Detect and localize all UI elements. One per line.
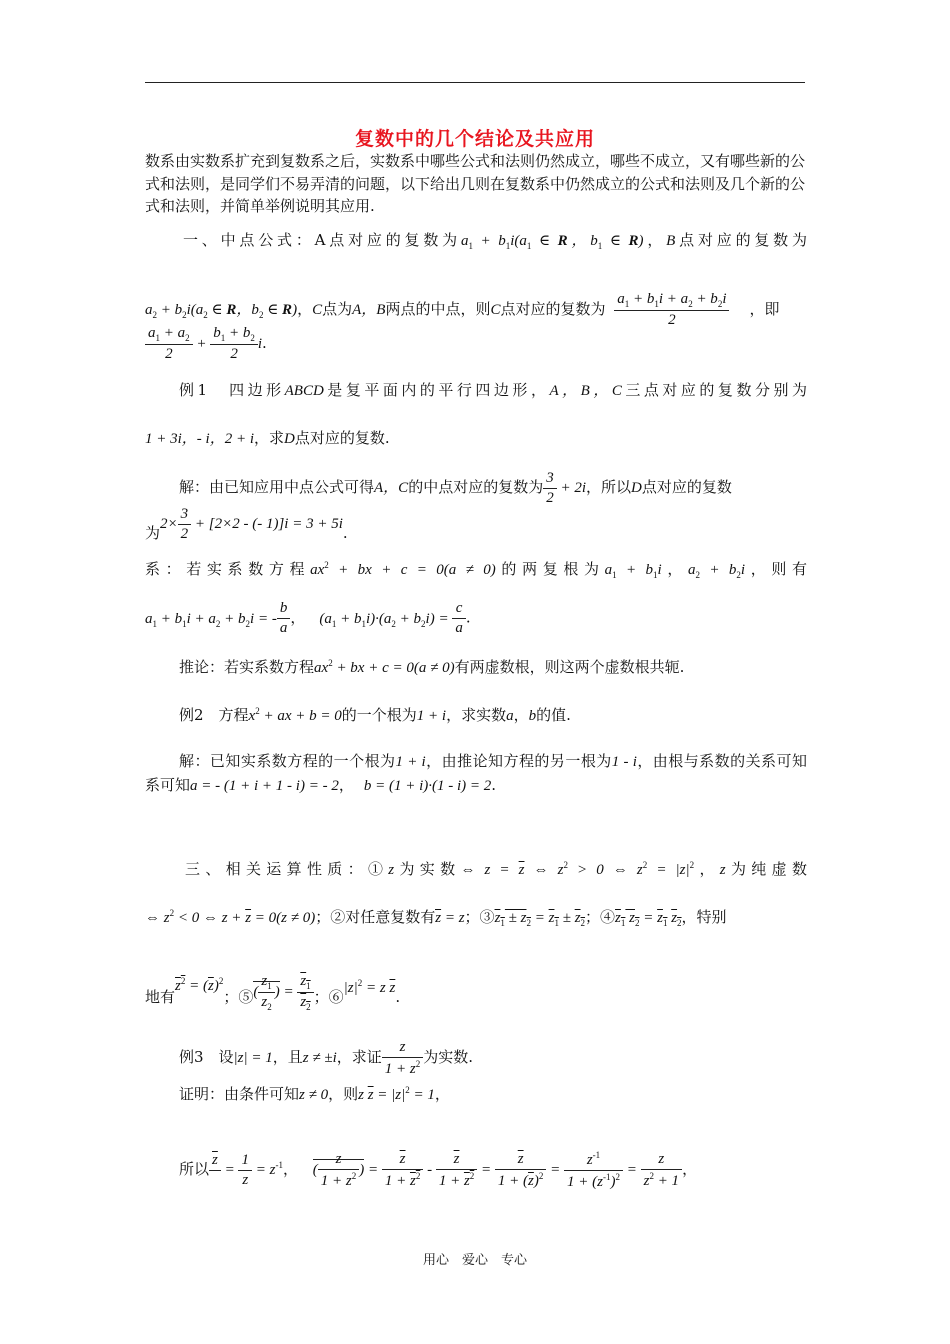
s3-line1: 三、相关运算性质：①z为实数⇔ $z = \overline{z}$ ⇔ $z^2 > 0$ ⇔ $z^2 = |z|^2$，z为纯虚数 (185, 860, 807, 878)
s3-line3: 地有$z^2 = (\overline{z})^2$；⑤( $\frac{z_1}{z_2}$ ) = $\frac{z_1}{z_2}$ ；$⑥|z|^2 = z$ $\overline{z}$. (145, 972, 401, 1013)
ex3-proof-line: 证明：由条件可知z ≠ 0，则z $\overline{z} = |z|^2 = 1$， (179, 1085, 450, 1103)
ex1-line3: 解：由已知应用中点公式可得A，C的中点对应的复数为 $\frac{3}{2}$ + 2i，所以D点对应的复数 (179, 469, 732, 506)
ex1-line1: 例1 四边形ABCD是复平面内的平行四边形，A，B，C三点对应的复数分别为 (179, 381, 807, 399)
s2-line2: $a_1 + b_1i + a_2 + b_2i$ = - $\frac{b}{a}$ ， $(a_1 + b_1i)\cdot(a_2 + b_2i)$ = $\frac{c}{a}$ . (145, 600, 471, 636)
ex3-conclusion-line: 所以 $\overline{z}$ = $\frac{1}{z}$ = $z^{-1}$， ( $\frac{z}{1 + z^2}$ ) = $\frac{\overline{z}}{1 + z^2}$ - $\frac{\overline{z}}{1 + z^2}$ = $\frac{\overline{z}}{1 + (\overline{z})^2}$ = $\frac{z^{-1}}{1 + (z^{-1})^2}$ = $\frac{z}{z^2 + 1}$ ， (179, 1149, 698, 1190)
s2-inference: 推论：若实系数方程$ax^2$ + bx + c = 0(a ≠ 0)有两虚数根，则这两个虚数根共轭. (179, 658, 685, 676)
s1-line2: $a_2 + b_2i(a_2$ ∈ R，$b_2$ ∈ R)，C点为A，B两点的中点，则C点对应的复数为 $\frac{a_1 + b_1i + a_2 + b_2i}{2}$ ，即 (145, 291, 780, 328)
s3-line2: ⇔ $z^2 < 0$ ⇔ $z + \overline{z} = 0(z \ne 0)$；②对任意复数有$\overline{z} = z$；$③z_1 \pm z_2 = z_1 \pm z_2$；$④z_1$ $z_2 = z_1$ $z_2$，特别 (145, 908, 727, 928)
intro-paragraph: 数系由实数系扩充到复数系之后，实数系中哪些公式和法则仍然成立，哪些不成立，又有哪些新的公式和法则，是同学们不易弄清的问题，以下给出几则在复数系中仍然成立的公式和法则及几个新的公式和法则，并简单举例说明其应用. (145, 152, 806, 215)
ex2-line3: 系可知a = - (1 + i + 1 - i) = - 2， b = (1 + i)·(1 - i) = 2. (145, 776, 497, 794)
s1-line1: 一、中点公式：A点对应的复数为$a_1 + b_1i(a_1$ ∈ R，$b_1$ ∈ R)，B点对应的复数为 (183, 231, 807, 251)
page-title: 复数中的几个结论及共应用 (354, 128, 595, 150)
ex2-line2: 解：已知实系数方程的一个根为1 + i，由推论知方程的另一根为1 - i，由根与系数的关系可知 (179, 752, 807, 770)
s2-line1: 系：若实系数方程$ax^2$ + bx + c = 0(a ≠ 0)的两复根为$a_1 + b_1i$，$a_2 + b_2i$，则有 (145, 560, 807, 580)
ex3-line1: 例3 设|z| = 1，且z ≠ ±i，求证 $\frac{z}{1 + z^2}$ 为实数. (179, 1038, 474, 1077)
s1-line3: $\frac{a_1 + a_2}{2}$ + $\frac{b_1 + b_2}{2}$ i. (145, 325, 267, 363)
ex1-line2: 1 + 3i，- i，2 + i，求D点对应的复数. (145, 429, 390, 447)
page-footer: 用心 爱心 专心 (422, 1253, 527, 1268)
header-rule (145, 82, 805, 83)
ex1-line4: 为2× $\frac{3}{2}$ + [2×2 - (- 1)]i = 3 + 5i. (145, 505, 348, 542)
ex2-line1: 例2 方程$x^2$ + ax + b = 0的一个根为1 + i，求实数a，b的值. (179, 706, 571, 724)
